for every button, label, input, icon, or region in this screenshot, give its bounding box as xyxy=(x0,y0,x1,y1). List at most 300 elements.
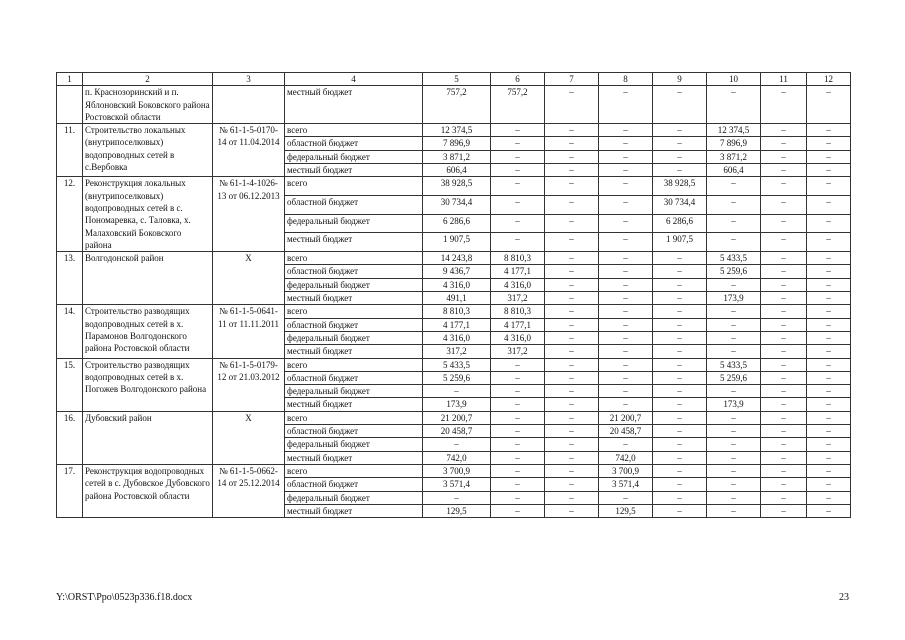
amount-cell: – xyxy=(599,292,653,305)
amount-cell: – xyxy=(653,305,707,318)
amount-cell: 38 928,5 xyxy=(653,177,707,196)
amount-cell: 129,5 xyxy=(423,504,491,517)
amount-cell: – xyxy=(707,233,761,252)
amount-cell: 20 458,7 xyxy=(423,425,491,438)
amount-cell: 4 316,0 xyxy=(423,278,491,291)
amount-cell: – xyxy=(545,164,599,177)
amount-cell: 5 433,5 xyxy=(423,358,491,371)
funding-source: федеральный бюджет xyxy=(285,491,423,504)
amount-cell: – xyxy=(707,177,761,196)
amount-cell: 173,9 xyxy=(423,398,491,411)
column-header: 9 xyxy=(653,73,707,86)
amount-cell: – xyxy=(761,233,807,252)
amount-cell: 4 177,1 xyxy=(491,265,545,278)
amount-cell: – xyxy=(491,233,545,252)
amount-cell: – xyxy=(545,385,599,398)
amount-cell: – xyxy=(807,318,851,331)
amount-cell: 3 571,4 xyxy=(423,478,491,491)
file-path: Y:\ORST\Ppo\0523p336.f18.docx xyxy=(56,592,193,603)
amount-cell: – xyxy=(807,233,851,252)
amount-cell: – xyxy=(653,451,707,464)
amount-cell: – xyxy=(761,411,807,424)
amount-cell: – xyxy=(807,214,851,233)
amount-cell: – xyxy=(653,137,707,150)
amount-cell: – xyxy=(599,371,653,384)
amount-cell: 129,5 xyxy=(599,504,653,517)
amount-cell: – xyxy=(545,398,599,411)
amount-cell: 317,2 xyxy=(423,345,491,358)
row-number: 16. xyxy=(57,411,83,464)
amount-cell: – xyxy=(545,451,599,464)
amount-cell: – xyxy=(807,150,851,163)
funding-source: местный бюджет xyxy=(285,164,423,177)
amount-cell: – xyxy=(761,371,807,384)
amount-cell: – xyxy=(491,491,545,504)
amount-cell: 3 871,2 xyxy=(423,150,491,163)
amount-cell: – xyxy=(545,233,599,252)
amount-cell: – xyxy=(491,150,545,163)
row-number: 17. xyxy=(57,464,83,517)
amount-cell: – xyxy=(807,345,851,358)
amount-cell: – xyxy=(545,124,599,137)
amount-cell: – xyxy=(761,358,807,371)
amount-cell: 742,0 xyxy=(599,451,653,464)
amount-cell: 9 436,7 xyxy=(423,265,491,278)
permit-code: № 61-1-5-0641-11 от 11.11.2011 xyxy=(213,305,285,358)
amount-cell: 606,4 xyxy=(707,164,761,177)
amount-cell: – xyxy=(653,438,707,451)
row-number: 13. xyxy=(57,252,83,305)
permit-code: № 61-1-4-1026-13 от 06.12.2013 xyxy=(213,177,285,252)
amount-cell: 1 907,5 xyxy=(423,233,491,252)
amount-cell: 38 928,5 xyxy=(423,177,491,196)
amount-cell: – xyxy=(491,196,545,215)
amount-cell: – xyxy=(761,491,807,504)
permit-code: Х xyxy=(213,252,285,305)
amount-cell: 7 896,9 xyxy=(423,137,491,150)
amount-cell: – xyxy=(599,438,653,451)
amount-cell: – xyxy=(599,318,653,331)
amount-cell: 1 907,5 xyxy=(653,233,707,252)
amount-cell: 5 259,6 xyxy=(423,371,491,384)
amount-cell: – xyxy=(491,438,545,451)
budget-table xyxy=(56,72,851,518)
funding-source: местный бюджет xyxy=(285,233,423,252)
amount-cell: – xyxy=(545,177,599,196)
amount-cell: – xyxy=(545,86,599,124)
funding-source: всего xyxy=(285,464,423,477)
amount-cell: – xyxy=(761,292,807,305)
funding-source: федеральный бюджет xyxy=(285,385,423,398)
funding-source: местный бюджет xyxy=(285,451,423,464)
amount-cell: 5 259,6 xyxy=(707,371,761,384)
amount-cell: – xyxy=(707,425,761,438)
amount-cell: – xyxy=(761,318,807,331)
table-row xyxy=(57,464,851,477)
amount-cell: – xyxy=(599,265,653,278)
amount-cell: – xyxy=(653,464,707,477)
column-header: 1 xyxy=(57,73,83,86)
column-header: 10 xyxy=(707,73,761,86)
amount-cell: – xyxy=(807,86,851,124)
object-name: Строительство разводящих водопроводных сетей в х. Погожев Волгодонского района xyxy=(83,358,213,411)
amount-cell: – xyxy=(653,150,707,163)
amount-cell: – xyxy=(491,464,545,477)
object-name: Реконструкция водопроводных сетей в с. Дубовское Дубовского района Ростовской области xyxy=(83,464,213,517)
amount-cell: 4 316,0 xyxy=(491,331,545,344)
amount-cell: – xyxy=(761,137,807,150)
amount-cell: – xyxy=(599,177,653,196)
amount-cell: – xyxy=(761,385,807,398)
amount-cell: – xyxy=(599,196,653,215)
column-header: 7 xyxy=(545,73,599,86)
amount-cell: – xyxy=(761,196,807,215)
amount-cell: – xyxy=(491,451,545,464)
amount-cell: – xyxy=(807,398,851,411)
amount-cell: – xyxy=(599,233,653,252)
page-number: 23 xyxy=(839,592,849,603)
amount-cell: – xyxy=(807,164,851,177)
amount-cell: – xyxy=(545,425,599,438)
amount-cell: 21 200,7 xyxy=(423,411,491,424)
amount-cell: – xyxy=(599,86,653,124)
amount-cell: 3 571,4 xyxy=(599,478,653,491)
table-row xyxy=(57,305,851,318)
funding-source: областной бюджет xyxy=(285,196,423,215)
amount-cell: – xyxy=(653,358,707,371)
amount-cell: – xyxy=(707,385,761,398)
amount-cell: – xyxy=(599,398,653,411)
amount-cell: – xyxy=(545,318,599,331)
amount-cell: – xyxy=(491,177,545,196)
amount-cell: – xyxy=(491,137,545,150)
amount-cell: – xyxy=(761,124,807,137)
amount-cell: – xyxy=(491,371,545,384)
amount-cell: – xyxy=(653,491,707,504)
amount-cell: – xyxy=(545,150,599,163)
amount-cell: – xyxy=(545,278,599,291)
funding-source: всего xyxy=(285,252,423,265)
amount-cell: – xyxy=(807,491,851,504)
amount-cell: 7 896,9 xyxy=(707,137,761,150)
amount-cell: – xyxy=(653,345,707,358)
amount-cell: – xyxy=(707,345,761,358)
amount-cell: – xyxy=(807,137,851,150)
amount-cell: 5 433,5 xyxy=(707,252,761,265)
amount-cell: 3 700,9 xyxy=(423,464,491,477)
amount-cell: – xyxy=(707,331,761,344)
amount-cell: – xyxy=(807,196,851,215)
row-number: 12. xyxy=(57,177,83,252)
object-name: Строительство локальных (внутрипоселковых) водопроводных сетей в с.Вербовка xyxy=(83,124,213,177)
amount-cell: 606,4 xyxy=(423,164,491,177)
amount-cell: – xyxy=(599,137,653,150)
amount-cell: – xyxy=(653,252,707,265)
amount-cell: 491,1 xyxy=(423,292,491,305)
amount-cell: 30 734,4 xyxy=(653,196,707,215)
amount-cell: – xyxy=(761,305,807,318)
amount-cell: 173,9 xyxy=(707,398,761,411)
funding-source: федеральный бюджет xyxy=(285,150,423,163)
amount-cell: – xyxy=(599,278,653,291)
amount-cell: 8 810,3 xyxy=(491,252,545,265)
amount-cell: – xyxy=(707,438,761,451)
amount-cell: 757,2 xyxy=(491,86,545,124)
funding-source: всего xyxy=(285,305,423,318)
permit-code: № 61-1-5-0179-12 от 21.03.2012 xyxy=(213,358,285,411)
amount-cell: – xyxy=(807,278,851,291)
amount-cell: – xyxy=(807,438,851,451)
amount-cell: – xyxy=(761,86,807,124)
funding-source: местный бюджет xyxy=(285,345,423,358)
amount-cell: 6 286,6 xyxy=(653,214,707,233)
amount-cell: 8 810,3 xyxy=(423,305,491,318)
amount-cell: – xyxy=(807,451,851,464)
amount-cell: – xyxy=(653,504,707,517)
amount-cell: – xyxy=(653,371,707,384)
amount-cell: 3 871,2 xyxy=(707,150,761,163)
amount-cell: – xyxy=(545,252,599,265)
permit-code: Х xyxy=(213,411,285,464)
amount-cell: – xyxy=(545,371,599,384)
amount-cell: – xyxy=(423,491,491,504)
row-number: 14. xyxy=(57,305,83,358)
amount-cell: – xyxy=(423,438,491,451)
table-row xyxy=(57,124,851,137)
amount-cell: 30 734,4 xyxy=(423,196,491,215)
amount-cell: – xyxy=(707,504,761,517)
amount-cell: – xyxy=(545,411,599,424)
amount-cell: – xyxy=(653,124,707,137)
funding-source: областной бюджет xyxy=(285,425,423,438)
table-row xyxy=(57,411,851,424)
amount-cell: – xyxy=(545,265,599,278)
amount-cell: – xyxy=(423,385,491,398)
column-header: 5 xyxy=(423,73,491,86)
funding-source: местный бюджет xyxy=(285,292,423,305)
funding-source: областной бюджет xyxy=(285,478,423,491)
amount-cell: 20 458,7 xyxy=(599,425,653,438)
column-header: 3 xyxy=(213,73,285,86)
amount-cell: 173,9 xyxy=(707,292,761,305)
amount-cell: – xyxy=(653,425,707,438)
amount-cell: – xyxy=(653,164,707,177)
amount-cell: 317,2 xyxy=(491,292,545,305)
amount-cell: – xyxy=(707,278,761,291)
amount-cell: – xyxy=(599,305,653,318)
amount-cell: – xyxy=(761,438,807,451)
amount-cell: – xyxy=(653,385,707,398)
amount-cell: – xyxy=(761,478,807,491)
amount-cell: – xyxy=(707,214,761,233)
object-name: п. Краснозоринский и п. Яблоновский Боковского района Ростовской области xyxy=(83,86,213,124)
amount-cell: – xyxy=(807,385,851,398)
amount-cell: – xyxy=(653,86,707,124)
amount-cell: – xyxy=(807,425,851,438)
amount-cell: – xyxy=(707,411,761,424)
table-header-row xyxy=(57,73,851,86)
amount-cell: – xyxy=(707,464,761,477)
amount-cell: – xyxy=(491,358,545,371)
amount-cell: 4 177,1 xyxy=(423,318,491,331)
row-number: 11. xyxy=(57,124,83,177)
amount-cell: – xyxy=(807,371,851,384)
funding-source: областной бюджет xyxy=(285,371,423,384)
amount-cell: – xyxy=(599,164,653,177)
amount-cell: – xyxy=(807,292,851,305)
amount-cell: – xyxy=(707,491,761,504)
amount-cell: – xyxy=(707,451,761,464)
amount-cell: – xyxy=(545,331,599,344)
column-header: 2 xyxy=(83,73,213,86)
amount-cell: 4 177,1 xyxy=(491,318,545,331)
amount-cell: – xyxy=(807,265,851,278)
amount-cell: – xyxy=(707,478,761,491)
amount-cell: – xyxy=(599,491,653,504)
table-row xyxy=(57,252,851,265)
table-row xyxy=(57,86,851,124)
amount-cell: – xyxy=(707,318,761,331)
amount-cell: – xyxy=(653,478,707,491)
amount-cell: – xyxy=(707,86,761,124)
amount-cell: – xyxy=(653,398,707,411)
row-number: 15. xyxy=(57,358,83,411)
amount-cell: – xyxy=(491,425,545,438)
amount-cell: – xyxy=(807,464,851,477)
amount-cell: – xyxy=(599,252,653,265)
amount-cell: – xyxy=(599,345,653,358)
amount-cell: – xyxy=(761,150,807,163)
object-name: Волгодонской район xyxy=(83,252,213,305)
amount-cell: – xyxy=(761,398,807,411)
funding-source: областной бюджет xyxy=(285,318,423,331)
amount-cell: – xyxy=(807,411,851,424)
amount-cell: – xyxy=(491,504,545,517)
funding-source: федеральный бюджет xyxy=(285,278,423,291)
amount-cell: – xyxy=(761,331,807,344)
funding-source: всего xyxy=(285,124,423,137)
funding-source: местный бюджет xyxy=(285,504,423,517)
funding-source: областной бюджет xyxy=(285,137,423,150)
amount-cell: – xyxy=(491,478,545,491)
amount-cell: – xyxy=(761,504,807,517)
amount-cell: – xyxy=(761,214,807,233)
amount-cell: – xyxy=(707,196,761,215)
amount-cell: – xyxy=(807,358,851,371)
amount-cell: – xyxy=(545,292,599,305)
amount-cell: – xyxy=(491,164,545,177)
amount-cell: 12 374,5 xyxy=(707,124,761,137)
amount-cell: – xyxy=(807,331,851,344)
amount-cell: – xyxy=(491,124,545,137)
amount-cell: 6 286,6 xyxy=(423,214,491,233)
amount-cell: – xyxy=(545,345,599,358)
amount-cell: – xyxy=(491,411,545,424)
amount-cell: – xyxy=(761,464,807,477)
amount-cell: – xyxy=(545,305,599,318)
amount-cell: 4 316,0 xyxy=(491,278,545,291)
amount-cell: 14 243,8 xyxy=(423,252,491,265)
amount-cell: – xyxy=(761,164,807,177)
column-header: 12 xyxy=(807,73,851,86)
amount-cell: – xyxy=(653,265,707,278)
amount-cell: – xyxy=(545,504,599,517)
column-header: 4 xyxy=(285,73,423,86)
amount-cell: – xyxy=(599,385,653,398)
table-row xyxy=(57,177,851,196)
amount-cell: – xyxy=(545,196,599,215)
amount-cell: – xyxy=(761,425,807,438)
amount-cell: – xyxy=(653,278,707,291)
funding-source: всего xyxy=(285,358,423,371)
funding-source: всего xyxy=(285,177,423,196)
amount-cell: 21 200,7 xyxy=(599,411,653,424)
object-name: Реконструкция локальных (внутрипоселковых) водопроводных сетей в с. Пономаревка, с. Таловка, х. Малаховский Боковского района xyxy=(83,177,213,252)
amount-cell: – xyxy=(761,278,807,291)
amount-cell: – xyxy=(761,252,807,265)
amount-cell: – xyxy=(599,358,653,371)
amount-cell: – xyxy=(545,491,599,504)
amount-cell: 742,0 xyxy=(423,451,491,464)
amount-cell: – xyxy=(807,124,851,137)
funding-source: федеральный бюджет xyxy=(285,438,423,451)
amount-cell: – xyxy=(599,124,653,137)
amount-cell: – xyxy=(807,305,851,318)
funding-source: федеральный бюджет xyxy=(285,331,423,344)
amount-cell: – xyxy=(599,214,653,233)
amount-cell: 12 374,5 xyxy=(423,124,491,137)
amount-cell: – xyxy=(653,411,707,424)
amount-cell: – xyxy=(545,464,599,477)
amount-cell: 8 810,3 xyxy=(491,305,545,318)
object-name: Дубовский район xyxy=(83,411,213,464)
amount-cell: – xyxy=(807,504,851,517)
amount-cell: 5 433,5 xyxy=(707,358,761,371)
amount-cell: – xyxy=(545,214,599,233)
amount-cell: – xyxy=(545,358,599,371)
amount-cell: 317,2 xyxy=(491,345,545,358)
amount-cell: – xyxy=(653,292,707,305)
amount-cell: – xyxy=(491,398,545,411)
object-name: Строительство разводящих водопроводных сетей в х. Парамонов Волгодонского района Ростовской области xyxy=(83,305,213,358)
amount-cell: – xyxy=(491,385,545,398)
amount-cell: – xyxy=(761,177,807,196)
table-row xyxy=(57,358,851,371)
amount-cell: – xyxy=(653,318,707,331)
permit-code xyxy=(213,86,285,124)
amount-cell: – xyxy=(599,331,653,344)
funding-source: местный бюджет xyxy=(285,86,423,124)
funding-source: областной бюджет xyxy=(285,265,423,278)
amount-cell: – xyxy=(761,451,807,464)
amount-cell: – xyxy=(707,305,761,318)
row-number xyxy=(57,86,83,124)
permit-code: № 61-1-5-0662-14 от 25.12.2014 xyxy=(213,464,285,517)
amount-cell: 757,2 xyxy=(423,86,491,124)
amount-cell: – xyxy=(807,177,851,196)
amount-cell: – xyxy=(807,478,851,491)
amount-cell: – xyxy=(807,252,851,265)
amount-cell: – xyxy=(599,150,653,163)
amount-cell: – xyxy=(545,438,599,451)
column-header: 11 xyxy=(761,73,807,86)
funding-source: всего xyxy=(285,411,423,424)
column-header: 6 xyxy=(491,73,545,86)
amount-cell: – xyxy=(545,478,599,491)
amount-cell: – xyxy=(653,331,707,344)
amount-cell: 4 316,0 xyxy=(423,331,491,344)
amount-cell: – xyxy=(491,214,545,233)
